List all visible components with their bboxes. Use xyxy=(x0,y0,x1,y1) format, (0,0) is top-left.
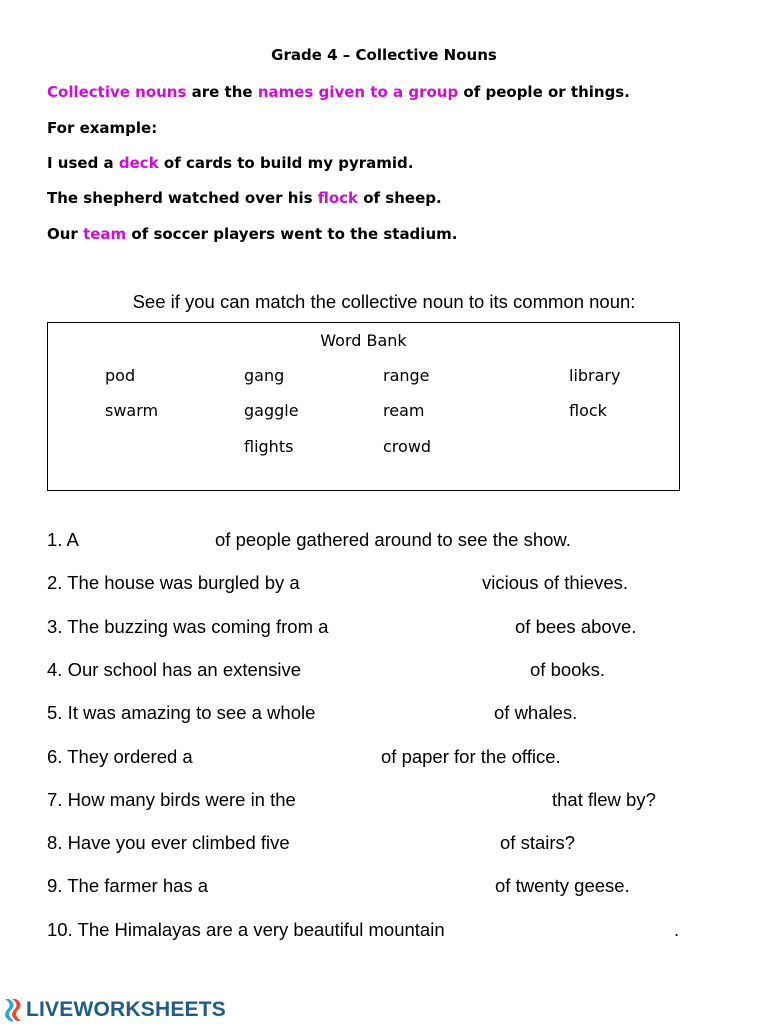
example-text: of sheep. xyxy=(358,189,442,207)
page-title: Grade 4 – Collective Nouns xyxy=(271,46,497,64)
question-text: . xyxy=(674,919,680,940)
example-text: The shepherd watched over his xyxy=(47,189,318,207)
highlight-collective-nouns: Collective nouns xyxy=(47,83,187,101)
question-text: of twenty geese. xyxy=(495,875,630,896)
example-highlight: deck xyxy=(118,154,159,172)
example-sentence xyxy=(47,225,457,243)
question-text: 10. The Himalayas are a very beautiful mountain xyxy=(47,919,445,940)
liveworksheets-logo xyxy=(2,996,226,1024)
word-bank-word: library xyxy=(569,366,621,385)
word-bank-word: flock xyxy=(569,401,607,420)
word-bank-word: pod xyxy=(105,366,136,385)
definition-line xyxy=(47,83,630,101)
word-bank-word: gaggle xyxy=(244,401,299,420)
example-text: I used a xyxy=(47,154,119,172)
example-sentence xyxy=(47,189,442,207)
question-text: 3. The buzzing was coming from a xyxy=(47,616,329,637)
question-text: 4. Our school has an extensive xyxy=(47,659,302,680)
question-text: that flew by? xyxy=(552,789,656,810)
word-bank-word: flights xyxy=(244,437,294,456)
example-text: Our xyxy=(47,225,84,243)
question-text: of bees above. xyxy=(515,616,637,637)
question-text: 6. They ordered a xyxy=(47,746,193,767)
question-text: of paper for the office. xyxy=(381,746,561,767)
word-bank-title: Word Bank xyxy=(320,331,407,350)
question-text: of people gathered around to see the show. xyxy=(215,529,571,550)
example-highlight: flock xyxy=(317,189,359,207)
question-text: 1. A xyxy=(47,529,79,550)
question-text: 7. How many birds were in the xyxy=(47,789,296,810)
question-text: 2. The house was burgled by a xyxy=(47,572,300,593)
example-highlight: team xyxy=(83,225,127,243)
word-bank-word: gang xyxy=(244,366,285,385)
question-text: of books. xyxy=(530,659,606,680)
example-label: For example: xyxy=(47,119,158,137)
example-text: of cards to build my pyramid. xyxy=(158,154,414,172)
word-bank-word: ream xyxy=(383,401,425,420)
question-text: of whales. xyxy=(494,702,578,723)
definition-text: of people or things. xyxy=(458,83,630,101)
question-text: 5. It was amazing to see a whole xyxy=(47,702,316,723)
word-bank-word: crowd xyxy=(383,437,432,456)
question-text: of stairs? xyxy=(500,832,576,853)
definition-text: are the xyxy=(186,83,258,101)
word-bank-word: range xyxy=(383,366,430,385)
liveworksheets-logo-icon xyxy=(2,998,24,1022)
question-text: vicious of thieves. xyxy=(482,572,629,593)
question-text: 9. The farmer has a xyxy=(47,875,209,896)
example-sentence xyxy=(47,154,413,172)
word-bank-box xyxy=(47,322,680,491)
example-text: of soccer players went to the stadium. xyxy=(126,225,458,243)
brand-name: LIVEWORKSHEETS xyxy=(26,998,226,1021)
instruction-text: See if you can match the collective noun to its common noun: xyxy=(132,291,636,312)
word-bank-word: swarm xyxy=(105,401,159,420)
highlight-names-given: names given to a group xyxy=(257,83,459,101)
question-text: 8. Have you ever climbed five xyxy=(47,832,290,853)
